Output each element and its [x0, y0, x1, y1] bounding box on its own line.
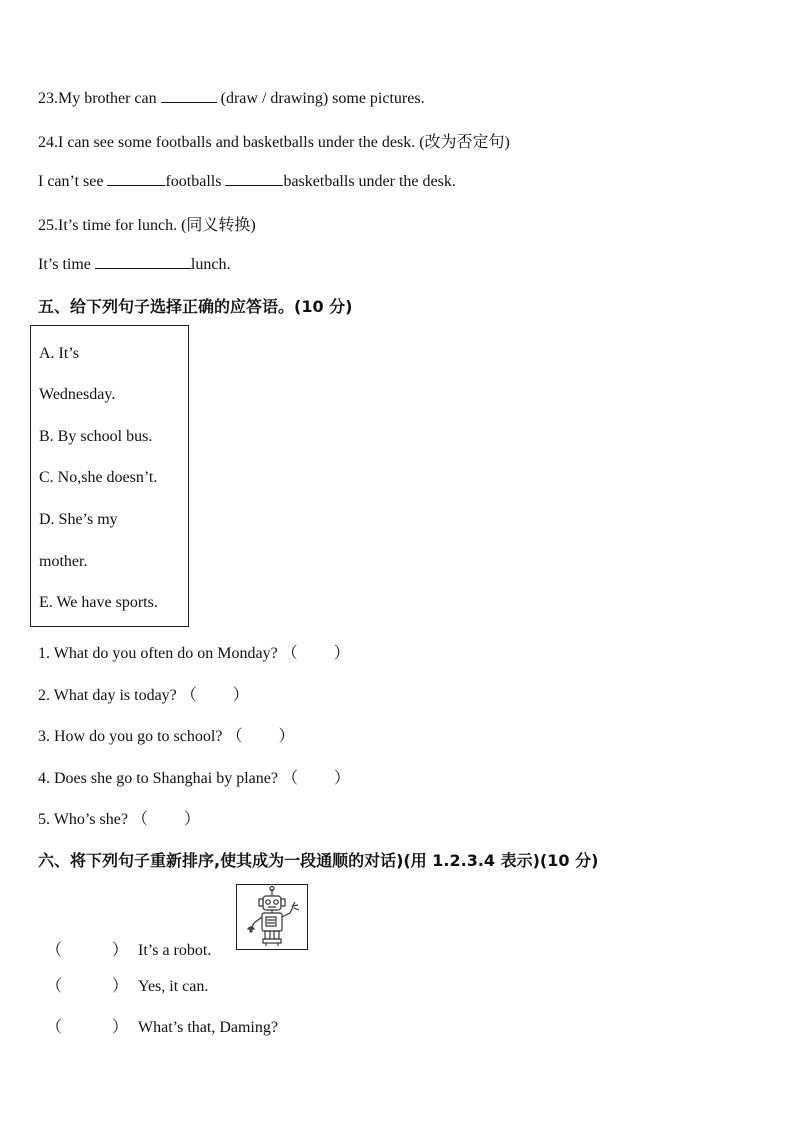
- order-row: （ ） What’s that, Daming?: [46, 1019, 278, 1036]
- option-line: C. No,she doesn’t.: [39, 469, 158, 486]
- robot-icon: [237, 885, 307, 949]
- answer-slot[interactable]: [148, 810, 184, 824]
- option-line: E. We have sports.: [39, 594, 158, 611]
- option-line: Wednesday.: [39, 386, 116, 403]
- answer-slot[interactable]: [242, 727, 278, 741]
- question-2: 2. What day is today? （ ）: [38, 687, 249, 704]
- options-box: [30, 325, 189, 627]
- answer-slot[interactable]: [197, 686, 233, 700]
- question-25: 25.It’s time for lunch. (同义转换): [38, 217, 256, 234]
- option-line: D. She’s my: [39, 511, 118, 528]
- answer-blank[interactable]: [95, 254, 191, 269]
- question-25-answer: It’s time lunch.: [38, 256, 231, 273]
- option-line: A. It’s: [39, 345, 79, 362]
- answer-blank[interactable]: [225, 171, 283, 186]
- section-5-heading: 五、给下列句子选择正确的应答语。(10 分): [38, 297, 353, 316]
- answer-blank[interactable]: [161, 88, 217, 103]
- question-24: 24.I can see some footballs and basketballs under the desk. (改为否定句): [38, 134, 510, 151]
- question-24-answer: I can’t see footballs basketballs under the desk.: [38, 173, 456, 190]
- question-23: 23.My brother can (draw / drawing) some pictures.: [38, 90, 425, 107]
- answer-slot[interactable]: [298, 769, 334, 783]
- question-1: 1. What do you often do on Monday? （ ）: [38, 645, 350, 662]
- section-6-heading: 六、将下列句子重新排序,使其成为一段通顺的对话)(用 1.2.3.4 表示)(10 分): [38, 851, 599, 870]
- option-line: mother.: [39, 553, 88, 570]
- option-line: B. By school bus.: [39, 428, 153, 445]
- question-4: 4. Does she go to Shanghai by plane? （ ）: [38, 770, 350, 787]
- question-5: 5. Who’s she? （ ）: [38, 811, 200, 828]
- robot-picture: [236, 884, 308, 950]
- question-3: 3. How do you go to school? （ ）: [38, 728, 295, 745]
- answer-slot[interactable]: [298, 644, 334, 658]
- order-row: （ ） It’s a robot.: [46, 942, 212, 959]
- answer-blank[interactable]: [107, 171, 165, 186]
- order-row: （ ） Yes, it can.: [46, 978, 209, 995]
